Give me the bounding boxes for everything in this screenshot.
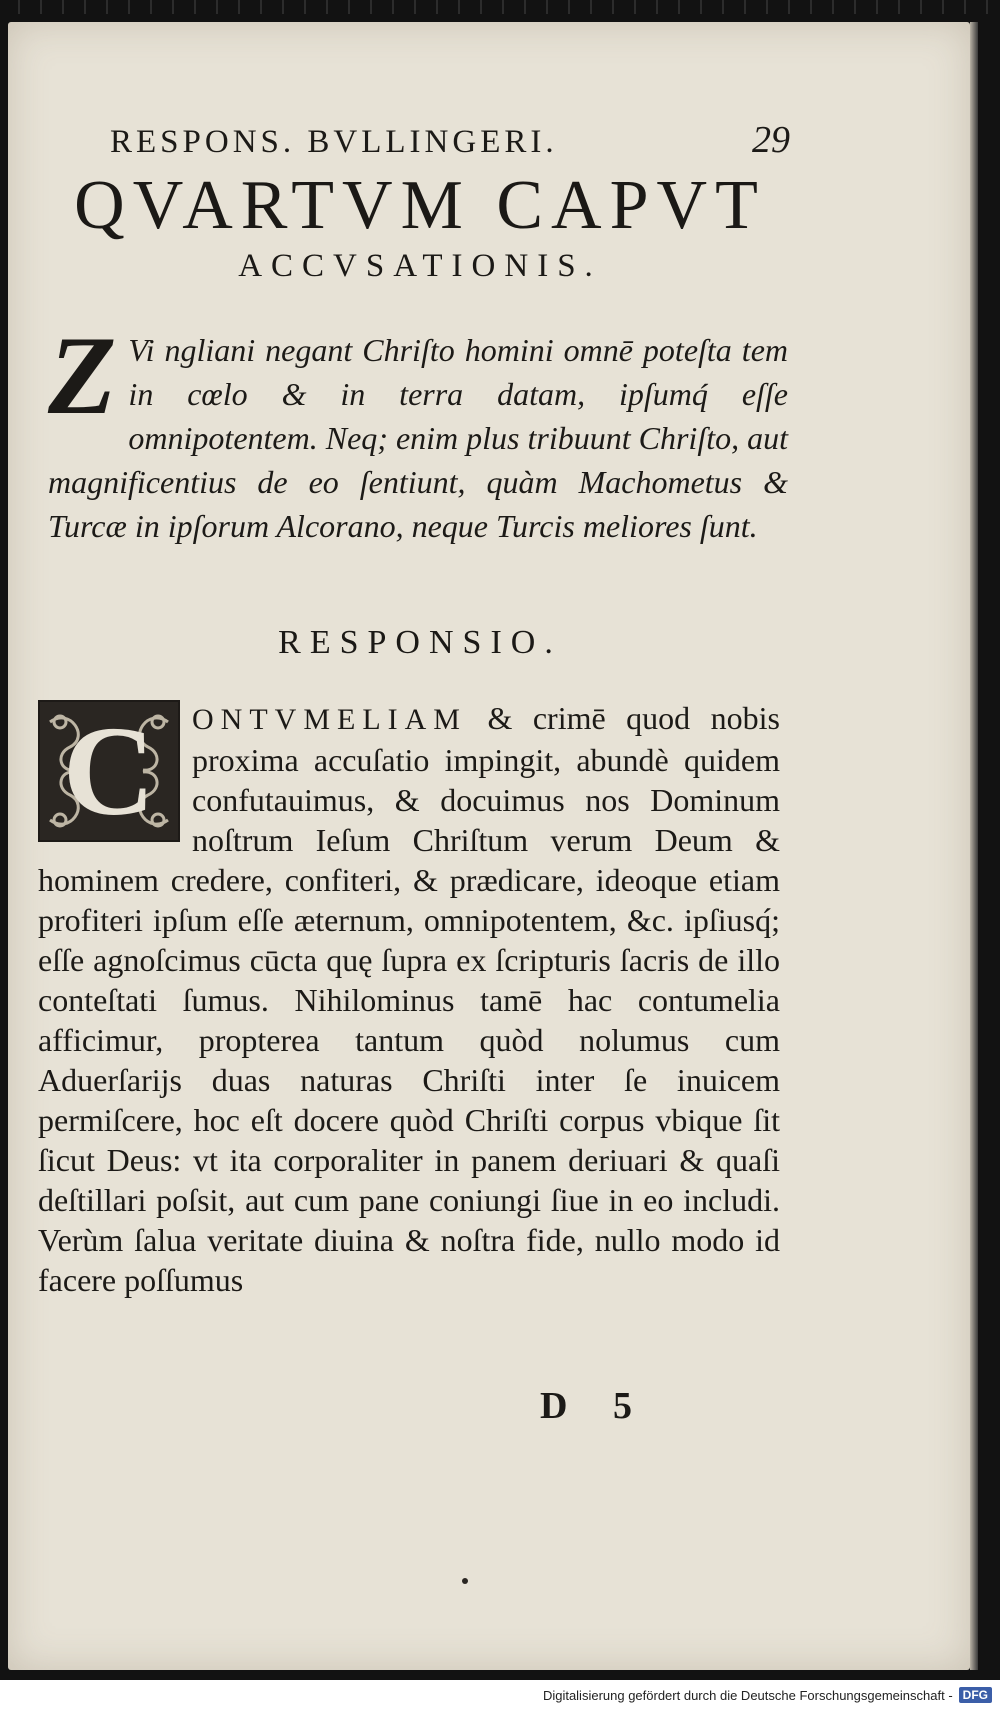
response-opening: ONTVMELIAM	[192, 703, 467, 736]
chapter-subtitle: ACCVSATIONIS.	[238, 248, 602, 284]
chapter-title: QVARTVM CAPVT	[74, 167, 766, 244]
decorated-initial-c	[38, 700, 180, 842]
page-number: 29	[752, 119, 790, 161]
response-body: & crimē quod nobis proxima accuſatio impingit, abundè quidem confutauimus, & docuimus nos Dominum noſtrum Ieſum Chriſtum verum Deum & hominem credere, confiteri, & prædicare, ideoque etiam profiteri ipſum eſſe æternum, omnipotentem, &c. ipſiusq́; eſſe agnoſcimus cūcta quę ſupra ex ſcripturis ſacris de illo conteſtati ſumus. Nihilominus tamē hac contumelia afficimur, propterea tantum quòd nolumus cum Aduerſarijs duas naturas Chriſti inter ſe inuicem permiſcere, hoc eſt docere quòd Chriſti corpus vbique ſit ſicut Deus: vt ita corporaliter in panem deriuari & quaſi deſtillari poſsit, aut cum pane coniungi ſiue in eo includi. Verùm ſalua veritate diuina & noſtra fide, nullo modo id facere poſſumus	[38, 700, 780, 1298]
footer-credit: Digitalisierung gefördert durch die Deutsche Forschungsgemeinschaft -	[542, 1687, 953, 1703]
drop-cap-z: Z	[48, 314, 117, 438]
digitization-footer	[0, 1680, 1000, 1710]
ink-dot	[462, 1578, 468, 1584]
running-head-title: RESPONS. BVLLINGERI.	[110, 124, 558, 160]
page-edge	[970, 22, 978, 1670]
response-paragraph	[38, 698, 780, 1300]
signature-mark: D 5	[540, 1385, 650, 1427]
accusation-paragraph	[48, 314, 788, 548]
scan-border-dots	[0, 0, 1000, 14]
running-head	[110, 118, 790, 162]
response-heading: RESPONSIO.	[278, 624, 562, 661]
accusation-text: Vi ngliani negant Chriſto homini omnē poteſta tem in cœlo & in terra datam, ipſumq́ eſſe omnipotentem. Neq; enim plus tribuunt Chriſto, aut magnificentius de eo ſentiunt, quàm Machometus & Turcæ in ipſorum Alcorano, neque Turcis meliores ſunt.	[48, 332, 788, 544]
dfg-logo: DFG	[959, 1687, 992, 1703]
initial-letter: C	[62, 700, 156, 842]
